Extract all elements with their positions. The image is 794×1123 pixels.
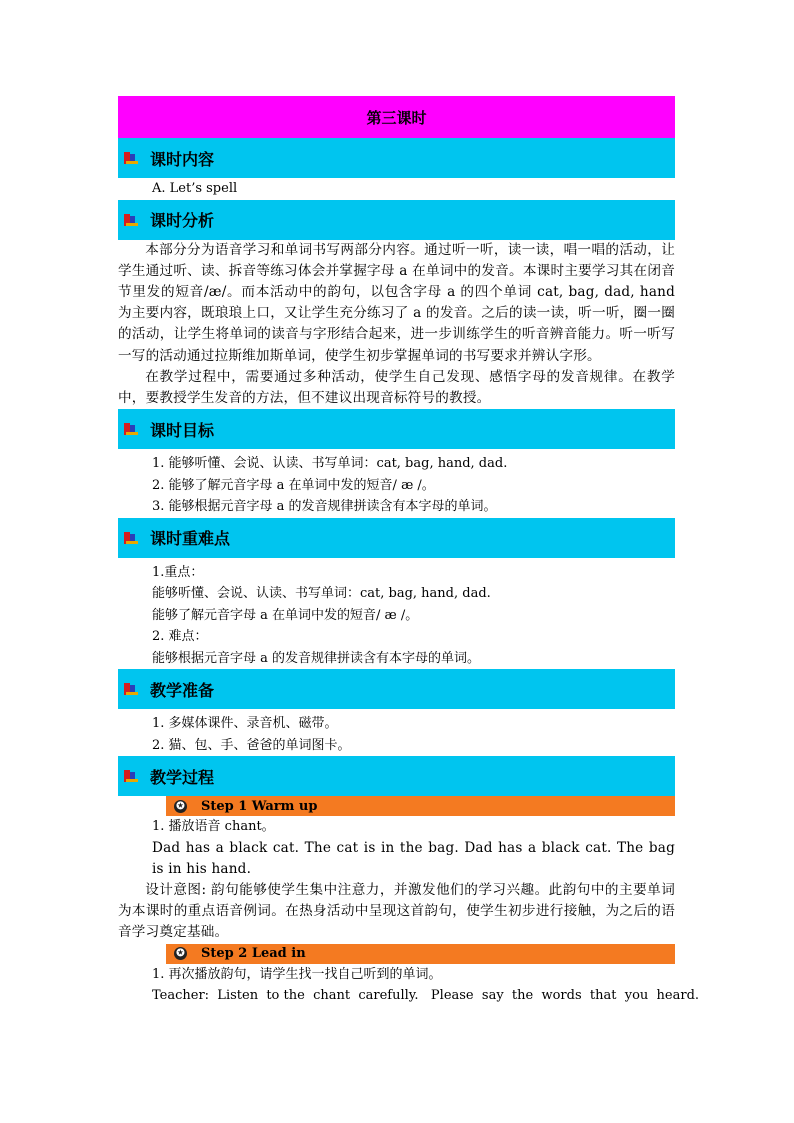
goal-item: 1. 能够听懂、会说、认读、书写单词：cat, bag, hand, dad. (152, 456, 508, 472)
books-icon (124, 532, 138, 544)
section-heading: 课时分析 (150, 211, 215, 230)
keypoint-line: 1.重点： (152, 564, 204, 580)
section-heading: 课时重难点 (150, 529, 231, 549)
content-line: A. Let’s spell (152, 181, 238, 196)
books-icon (124, 423, 138, 435)
section-header-content (118, 138, 675, 178)
section-header-keypoints (118, 518, 675, 558)
section-heading: 教学准备 (150, 680, 215, 700)
step-label: Step 1 Warm up (201, 798, 318, 814)
goal-item: 2. 能够了解元音字母 a 在单词中发的短音/ æ /。 (152, 477, 435, 493)
books-icon (124, 214, 138, 226)
section-header-prep (118, 669, 675, 709)
chant-paragraph: Dad has a black cat. The cat is in the bag. Dad has a black cat. The bag is in his hand. (152, 839, 675, 877)
intent-paragraph: 设计意图: 韵句能够使学生集中注意力，并激发他们的学习兴趣。此韵句中的主要单词为本课时的重点语音例词。在热身活动中呈现这首韵句，使学生初步进行接触，为之后的语音学习奠定基础。 (118, 882, 675, 941)
books-icon (124, 770, 138, 782)
keypoint-line: 能够了解元音字母 a 在单词中发的短音/ æ /。 (152, 607, 419, 623)
section-header-process (118, 756, 675, 796)
section-header-goals (118, 409, 675, 449)
step-1-bar (166, 796, 675, 816)
section-heading: 教学过程 (150, 767, 215, 787)
lesson-title: 第三课时 (118, 96, 675, 138)
step1-line: 1. 播放语音 chant。 (152, 819, 275, 835)
books-icon (124, 152, 138, 164)
analysis-paragraph: 在教学过程中，需要通过多种活动，使学生自己发现、感悟字母的发音规律。在教学中，要教授学生发音的方法，但不建议出现音标符号的教授。 (118, 368, 675, 406)
intent-body (118, 880, 675, 944)
goal-item: 3. 能够根据元音字母 a 的发音规律拼读含有本字母的单词。 (152, 499, 497, 515)
section-heading: 课时内容 (150, 149, 215, 169)
analysis-body (118, 240, 675, 410)
step-label: Step 2 Lead in (201, 946, 306, 962)
chant-text (118, 838, 675, 880)
prep-item: 1. 多媒体课件、录音机、磁带。 (152, 716, 338, 732)
step2-line: 1. 再次播放韵句，请学生找一找自己听到的单词。 (152, 966, 442, 982)
keypoint-line: 能够根据元音字母 a 的发音规律拼读含有本字母的单词。 (152, 650, 481, 666)
section-heading: 课时目标 (150, 420, 215, 440)
keypoint-line: 2. 难点： (152, 629, 208, 645)
star-bullet-icon: ✪ (174, 947, 187, 960)
lesson-plan-page (118, 96, 700, 1007)
analysis-paragraph: 本部分分为语音学习和单词书写两部分内容。通过听一听，读一读，唱一唱的活动，让学生通过听、读、拆音等练习体会并掌握字母 a 在单词中的发音。本课时主要学习其在闭音节里发的短音/æ/。而本活动中的韵句，以包含字母 a 的四个单词 cat, bag, dad, hand 为主要内容，既琅琅上口，又让学生充分练习了 a 的发音。之后的读一读，听一听，圈一圈的活动，让学生将单词的读音与字形结合起来，进一步训练学生的听音辨音能力。听一听写一写的活动通过拉斯维加斯单词，使学生初步掌握单词的书写要求并辨认字形。 (118, 241, 675, 364)
keypoint-line: 能够听懂、会说、认读、书写单词：cat, bag, hand, dad. (152, 586, 491, 602)
step-2-bar (166, 944, 675, 964)
section-header-analysis (118, 200, 675, 240)
teacher-line: Teacher: Listen to the chant carefully. Please say the words that you heard. (152, 988, 700, 1004)
star-bullet-icon: ✪ (174, 800, 187, 813)
prep-item: 2. 猫、包、手、爸爸的单词图卡。 (152, 737, 351, 753)
books-icon (124, 683, 138, 695)
